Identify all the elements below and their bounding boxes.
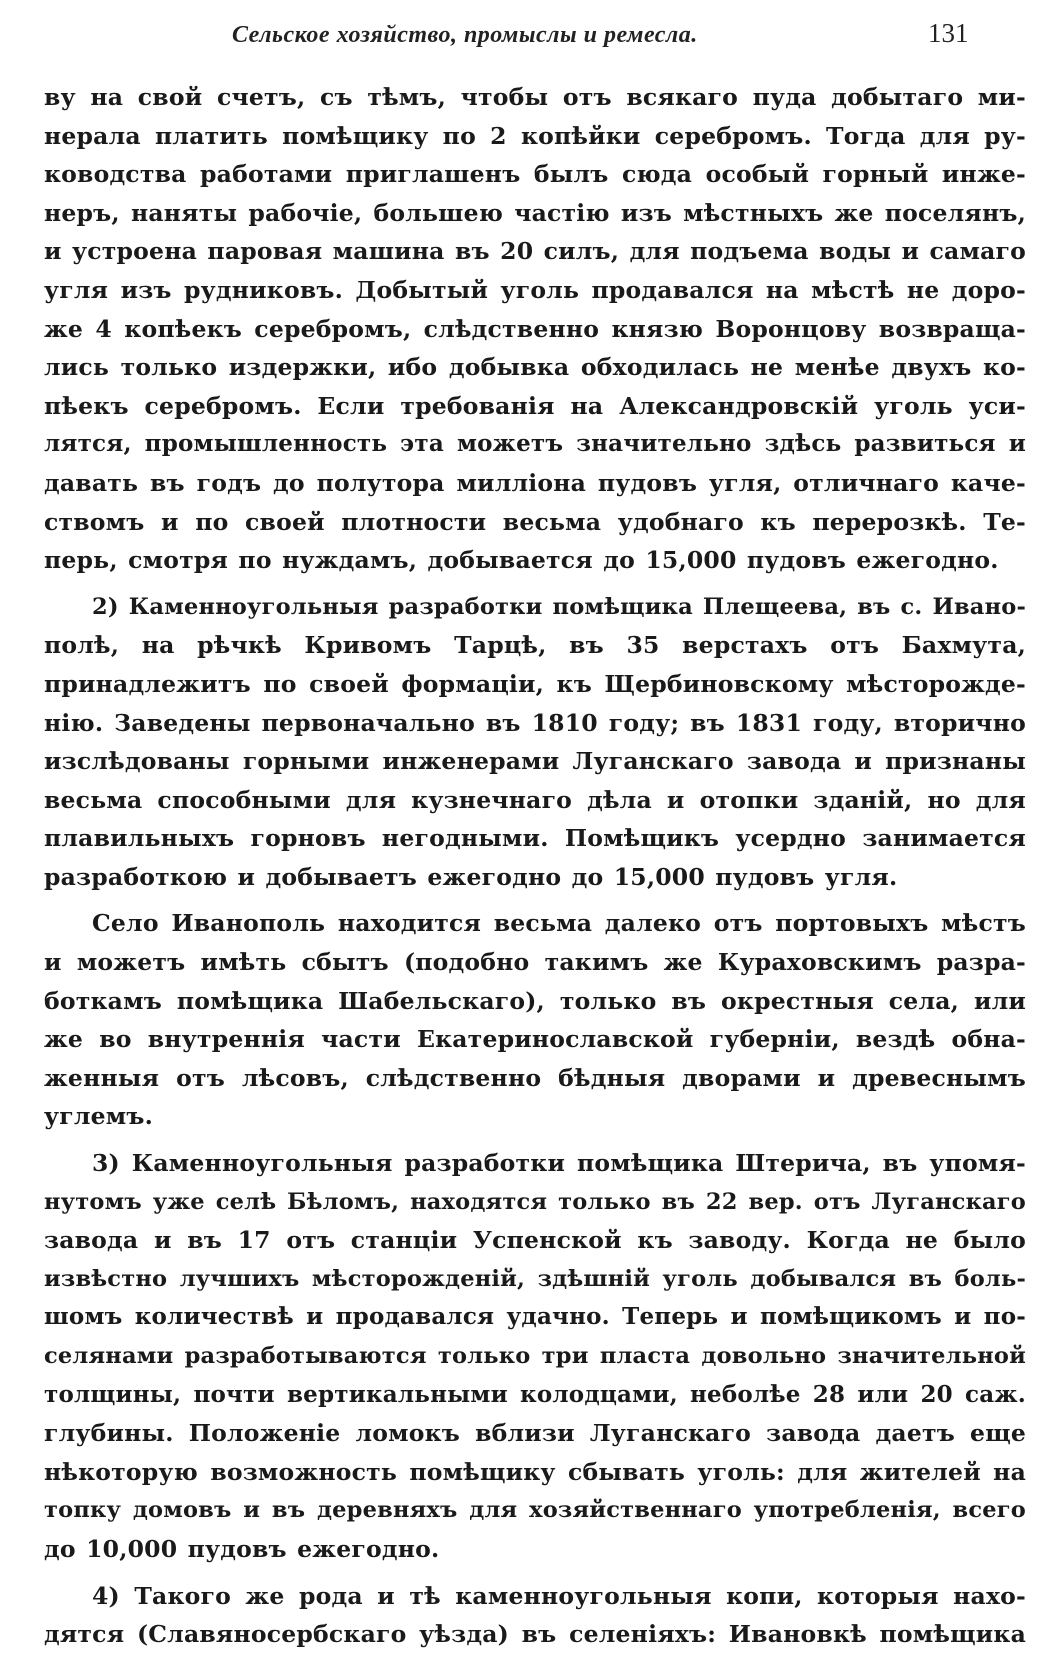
paragraph-gap (44, 580, 1026, 588)
paragraph (44, 78, 1026, 580)
text-line: ствомъ и по своей плотности весьма удобнаго къ перерозкѣ. Те- (44, 507, 1026, 536)
paragraph (44, 904, 1026, 1136)
text-line: лись только издержки, ибо добывка обходилась не менѣе двухъ ко- (44, 353, 1026, 382)
paragraph-gap (44, 1136, 1026, 1144)
paragraph (44, 588, 1026, 897)
running-title: Сельское хозяйство, промыслы и ремесла. (232, 22, 698, 48)
paragraph-gap (44, 896, 1026, 904)
page-number: 131 (928, 18, 969, 48)
paragraph (44, 1144, 1026, 1569)
text-line: шомъ количествѣ и продавался удачно. Теперь и помѣщикомъ и по- (44, 1303, 1026, 1331)
text-line: ву на свой счетъ, съ тѣмъ, чтобы отъ всякаго пуда добытаго ми- (44, 83, 1026, 111)
text-line: принадлежитъ по своей формаціи, къ Щербиновскому мѣсторожде- (44, 669, 1026, 698)
text-line: углемъ. (44, 1102, 153, 1131)
text-line: Село Иванополь находится весьма далеко отъ портовыхъ мѣстъ (92, 909, 1026, 938)
text-line: 4) Такого же рода и тѣ каменноугольныя копи, которыя нахо- (92, 1581, 1026, 1610)
text-line: женныя отъ лѣсовъ, слѣдственно бѣдныя дворами и древеснымъ (44, 1063, 1026, 1092)
text-line: толщины, почти вертикальными колодцами, неболѣе 28 или 20 саж. (44, 1380, 1026, 1408)
text-line: 2) Каменноугольныя разработки помѣщика Плещеева, въ с. Ивано- (92, 593, 1026, 620)
text-line: угля изъ рудниковъ. Добытый уголь продавался на мѣстѣ не доро- (44, 275, 1026, 304)
text-line: 3) Каменноугольныя разработки помѣщика Штерича, въ упомя- (92, 1149, 1026, 1178)
text-line: завода и въ 17 отъ станціи Успенской къ заводу. Когда не было (44, 1226, 1026, 1255)
text-line: полѣ, на рѣчкѣ Кривомъ Тарцѣ, въ 35 верстахъ отъ Бахмута, (44, 631, 1026, 660)
text-line: и можетъ имѣть сбытъ (подобно такимъ же Кураховскимъ разра- (44, 948, 1026, 977)
text-line: же во внутреннія части Екатеринославской губерніи, вездѣ обна- (44, 1025, 1026, 1054)
text-line: изслѣдованы горными инженерами Луганскаго завода и признаны (44, 747, 1026, 776)
text-line: боткамъ помѣщика Шабельскаго), только въ окрестныя села, или (44, 986, 1026, 1015)
paragraph-gap (44, 1569, 1026, 1577)
text-line: и устроена паровая машина въ 20 силъ, для подъема воды и самаго (44, 237, 1026, 266)
text-line: нѣкоторую возможность помѣщику сбывать уголь: для жителей на (44, 1457, 1026, 1486)
text-line: извѣстно лучшихъ мѣсторожденій, здѣшній уголь добывался въ боль- (44, 1265, 1026, 1292)
text-line: весьма способными для кузнечнаго дѣла и отопки зданій, но для (44, 785, 1026, 814)
paragraph (44, 1577, 1026, 1654)
text-line: ководства работами приглашенъ былъ сюда особый горный инже- (44, 160, 1026, 189)
text-line: нутомъ уже селѣ Бѣломъ, находятся только въ 22 вер. отъ Луганскаго (44, 1188, 1026, 1215)
text-line: перь, смотря по нуждамъ, добывается до 15,000 пудовъ ежегодно. (44, 546, 999, 575)
body-text (44, 78, 1026, 1654)
text-line: топку домовъ и въ деревняхъ для хозяйственнаго употребленія, всего (44, 1497, 1026, 1524)
text-line: же 4 копѣекъ серебромъ, слѣдственно князю Воронцову возвраща- (44, 314, 1026, 343)
text-line: до 10,000 пудовъ ежегодно. (44, 1534, 440, 1563)
text-line: разработкою и добываетъ ежегодно до 15,000 пудовъ угля. (44, 862, 898, 891)
text-line: давать въ годъ до полутора милліона пудовъ угля, отличнаго каче- (44, 468, 1026, 497)
text-line: селянами разработываются только три пласта довольно значительной (44, 1343, 1026, 1369)
text-line: лятся, промышленность эта можетъ значительно здѣсь развиться и (44, 430, 1026, 458)
text-line: глубины. Положеніе ломокъ вблизи Луганскаго завода даетъ еще (44, 1419, 1026, 1448)
text-line: нію. Заведены первоначально въ 1810 году; въ 1831 году, вторично (44, 708, 1026, 737)
running-head (0, 18, 1061, 58)
text-line: пѣекъ серебромъ. Если требованія на Александровскій уголь уси- (44, 391, 1026, 420)
text-line: нерала платить помѣщику по 2 копѣйки серебромъ. Тогда для ру- (44, 121, 1026, 150)
text-line: плавильныхъ горновъ негодными. Помѣщикъ усердно занимается (44, 824, 1026, 853)
text-line: неръ, наняты рабочіе, большею частію изъ мѣстныхъ же поселянъ, (44, 198, 1026, 227)
text-line: дятся (Славяносербскаго уѣзда) въ селеніяхъ: Ивановкѣ помѣщика (44, 1620, 1026, 1649)
